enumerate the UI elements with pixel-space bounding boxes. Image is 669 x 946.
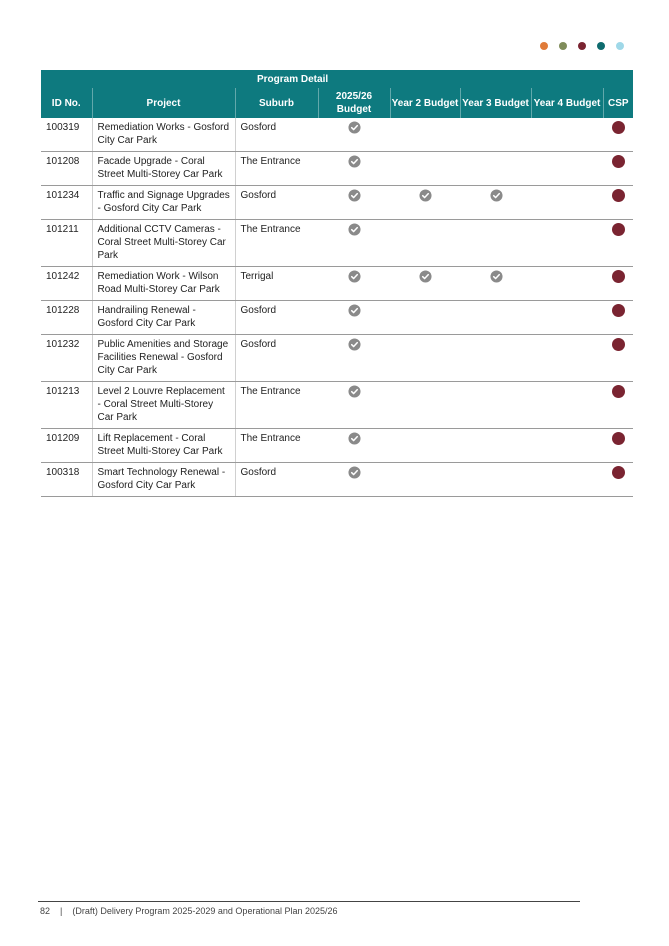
id-cell: 101234 <box>41 186 92 220</box>
project-cell: Level 2 Louvre Replacement - Coral Street Multi-Storey Car Park <box>92 382 235 429</box>
column-header-row <box>41 88 633 118</box>
project-cell: Handrailing Renewal - Gosford City Car Park <box>92 301 235 335</box>
budget-cell-y4 <box>531 220 603 267</box>
checkmark-circle-icon <box>348 432 361 445</box>
budget-cell-y1 <box>318 382 390 429</box>
suburb-cell: The Entrance <box>235 152 318 186</box>
table-row <box>41 463 633 497</box>
budget-cell-y2 <box>390 429 460 463</box>
checkmark-circle-icon <box>419 189 432 202</box>
checkmark-circle-icon <box>419 270 432 283</box>
suburb-cell: The Entrance <box>235 220 318 267</box>
suburb-cell: Gosford <box>235 118 318 152</box>
decorative-dots <box>540 42 624 50</box>
project-cell: Lift Replacement - Coral Street Multi-Storey Car Park <box>92 429 235 463</box>
id-cell: 101228 <box>41 301 92 335</box>
budget-cell-y2 <box>390 220 460 267</box>
budget-cell-y4 <box>531 382 603 429</box>
column-header-y3: Year 3 Budget <box>460 88 531 118</box>
checkmark-circle-icon <box>348 466 361 479</box>
csp-indicator-icon <box>612 270 625 283</box>
budget-cell-y1 <box>318 220 390 267</box>
budget-cell-y1 <box>318 301 390 335</box>
checkmark-circle-icon <box>348 223 361 236</box>
budget-cell-y2 <box>390 301 460 335</box>
budget-cell-y1 <box>318 267 390 301</box>
checkmark-circle-icon <box>490 189 503 202</box>
csp-indicator-icon <box>612 189 625 202</box>
checkmark-circle-icon <box>348 304 361 317</box>
column-header-y2: Year 2 Budget <box>390 88 460 118</box>
csp-cell <box>603 118 633 152</box>
table-row <box>41 429 633 463</box>
table-row <box>41 220 633 267</box>
suburb-cell: The Entrance <box>235 382 318 429</box>
csp-cell <box>603 301 633 335</box>
budget-cell-y4 <box>531 335 603 382</box>
csp-indicator-icon <box>612 304 625 317</box>
budget-cell-y2 <box>390 463 460 497</box>
budget-cell-y2 <box>390 186 460 220</box>
project-cell: Traffic and Signage Upgrades - Gosford City Car Park <box>92 186 235 220</box>
budget-cell-y1 <box>318 429 390 463</box>
checkmark-circle-icon <box>490 270 503 283</box>
project-cell: Remediation Works - Gosford City Car Park <box>92 118 235 152</box>
budget-cell-y3 <box>460 267 531 301</box>
csp-cell <box>603 335 633 382</box>
page-footer <box>40 906 338 916</box>
budget-cell-y1 <box>318 118 390 152</box>
suburb-cell: Gosford <box>235 186 318 220</box>
column-header-csp: CSP <box>603 88 633 118</box>
budget-cell-y2 <box>390 335 460 382</box>
budget-cell-y4 <box>531 429 603 463</box>
budget-cell-y4 <box>531 301 603 335</box>
csp-indicator-icon <box>612 466 625 479</box>
budget-cell-y3 <box>460 429 531 463</box>
csp-cell <box>603 152 633 186</box>
project-cell: Additional CCTV Cameras - Coral Street Multi-Storey Car Park <box>92 220 235 267</box>
table-row <box>41 186 633 220</box>
budget-cell-y2 <box>390 267 460 301</box>
document-title: (Draft) Delivery Program 2025-2029 and Operational Plan 2025/26 <box>72 906 338 916</box>
decor-dot <box>616 42 624 50</box>
checkmark-circle-icon <box>348 338 361 351</box>
budget-cell-y3 <box>460 186 531 220</box>
column-header-project: Project <box>92 88 235 118</box>
header-spacer <box>41 70 235 88</box>
id-cell: 100319 <box>41 118 92 152</box>
checkmark-circle-icon <box>348 189 361 202</box>
table-row <box>41 301 633 335</box>
column-header-y1: 2025/26 Budget <box>318 88 390 118</box>
budget-cell-y3 <box>460 220 531 267</box>
budget-cell-y2 <box>390 118 460 152</box>
budget-cell-y1 <box>318 335 390 382</box>
budget-cell-y2 <box>390 152 460 186</box>
csp-indicator-icon <box>612 223 625 236</box>
checkmark-circle-icon <box>348 155 361 168</box>
suburb-cell: Gosford <box>235 463 318 497</box>
page-number: 82 <box>40 906 51 916</box>
table-row <box>41 152 633 186</box>
suburb-cell: Gosford <box>235 335 318 382</box>
decor-dot <box>597 42 605 50</box>
budget-cell-y3 <box>460 382 531 429</box>
budget-cell-y4 <box>531 267 603 301</box>
table-row <box>41 118 633 152</box>
table-body <box>41 118 633 497</box>
decor-dot <box>578 42 586 50</box>
csp-cell <box>603 220 633 267</box>
id-cell: 101242 <box>41 267 92 301</box>
budget-cell-y3 <box>460 463 531 497</box>
program-detail-table <box>41 70 633 497</box>
budget-cell-y4 <box>531 186 603 220</box>
budget-cell-y1 <box>318 186 390 220</box>
csp-cell <box>603 429 633 463</box>
column-header-y4: Year 4 Budget <box>531 88 603 118</box>
budget-cell-y4 <box>531 152 603 186</box>
decor-dot <box>559 42 567 50</box>
table-row <box>41 335 633 382</box>
csp-cell <box>603 382 633 429</box>
id-cell: 101232 <box>41 335 92 382</box>
budget-cell-y1 <box>318 463 390 497</box>
program-detail-header: Program Detail <box>235 70 633 88</box>
project-cell: Remediation Work - Wilson Road Multi-Storey Car Park <box>92 267 235 301</box>
csp-indicator-icon <box>612 121 625 134</box>
budget-cell-y3 <box>460 152 531 186</box>
budget-cell-y1 <box>318 152 390 186</box>
csp-indicator-icon <box>612 385 625 398</box>
budget-cell-y3 <box>460 118 531 152</box>
budget-cell-y3 <box>460 301 531 335</box>
suburb-cell: Gosford <box>235 301 318 335</box>
csp-cell <box>603 186 633 220</box>
project-cell: Smart Technology Renewal - Gosford City Car Park <box>92 463 235 497</box>
decor-dot <box>540 42 548 50</box>
csp-indicator-icon <box>612 338 625 351</box>
column-header-id: ID No. <box>41 88 92 118</box>
project-cell: Public Amenities and Storage Facilities Renewal - Gosford City Car Park <box>92 335 235 382</box>
suburb-cell: The Entrance <box>235 429 318 463</box>
csp-cell <box>603 267 633 301</box>
column-header-suburb: Suburb <box>235 88 318 118</box>
checkmark-circle-icon <box>348 121 361 134</box>
id-cell: 101211 <box>41 220 92 267</box>
footer-separator: | <box>60 906 63 916</box>
id-cell: 101208 <box>41 152 92 186</box>
table-row <box>41 267 633 301</box>
id-cell: 101213 <box>41 382 92 429</box>
table-row <box>41 382 633 429</box>
suburb-cell: Terrigal <box>235 267 318 301</box>
csp-cell <box>603 463 633 497</box>
id-cell: 100318 <box>41 463 92 497</box>
footer-divider <box>38 901 580 902</box>
budget-cell-y2 <box>390 382 460 429</box>
csp-indicator-icon <box>612 155 625 168</box>
checkmark-circle-icon <box>348 270 361 283</box>
budget-cell-y4 <box>531 118 603 152</box>
budget-cell-y4 <box>531 463 603 497</box>
project-cell: Facade Upgrade - Coral Street Multi-Storey Car Park <box>92 152 235 186</box>
id-cell: 101209 <box>41 429 92 463</box>
csp-indicator-icon <box>612 432 625 445</box>
checkmark-circle-icon <box>348 385 361 398</box>
budget-cell-y3 <box>460 335 531 382</box>
